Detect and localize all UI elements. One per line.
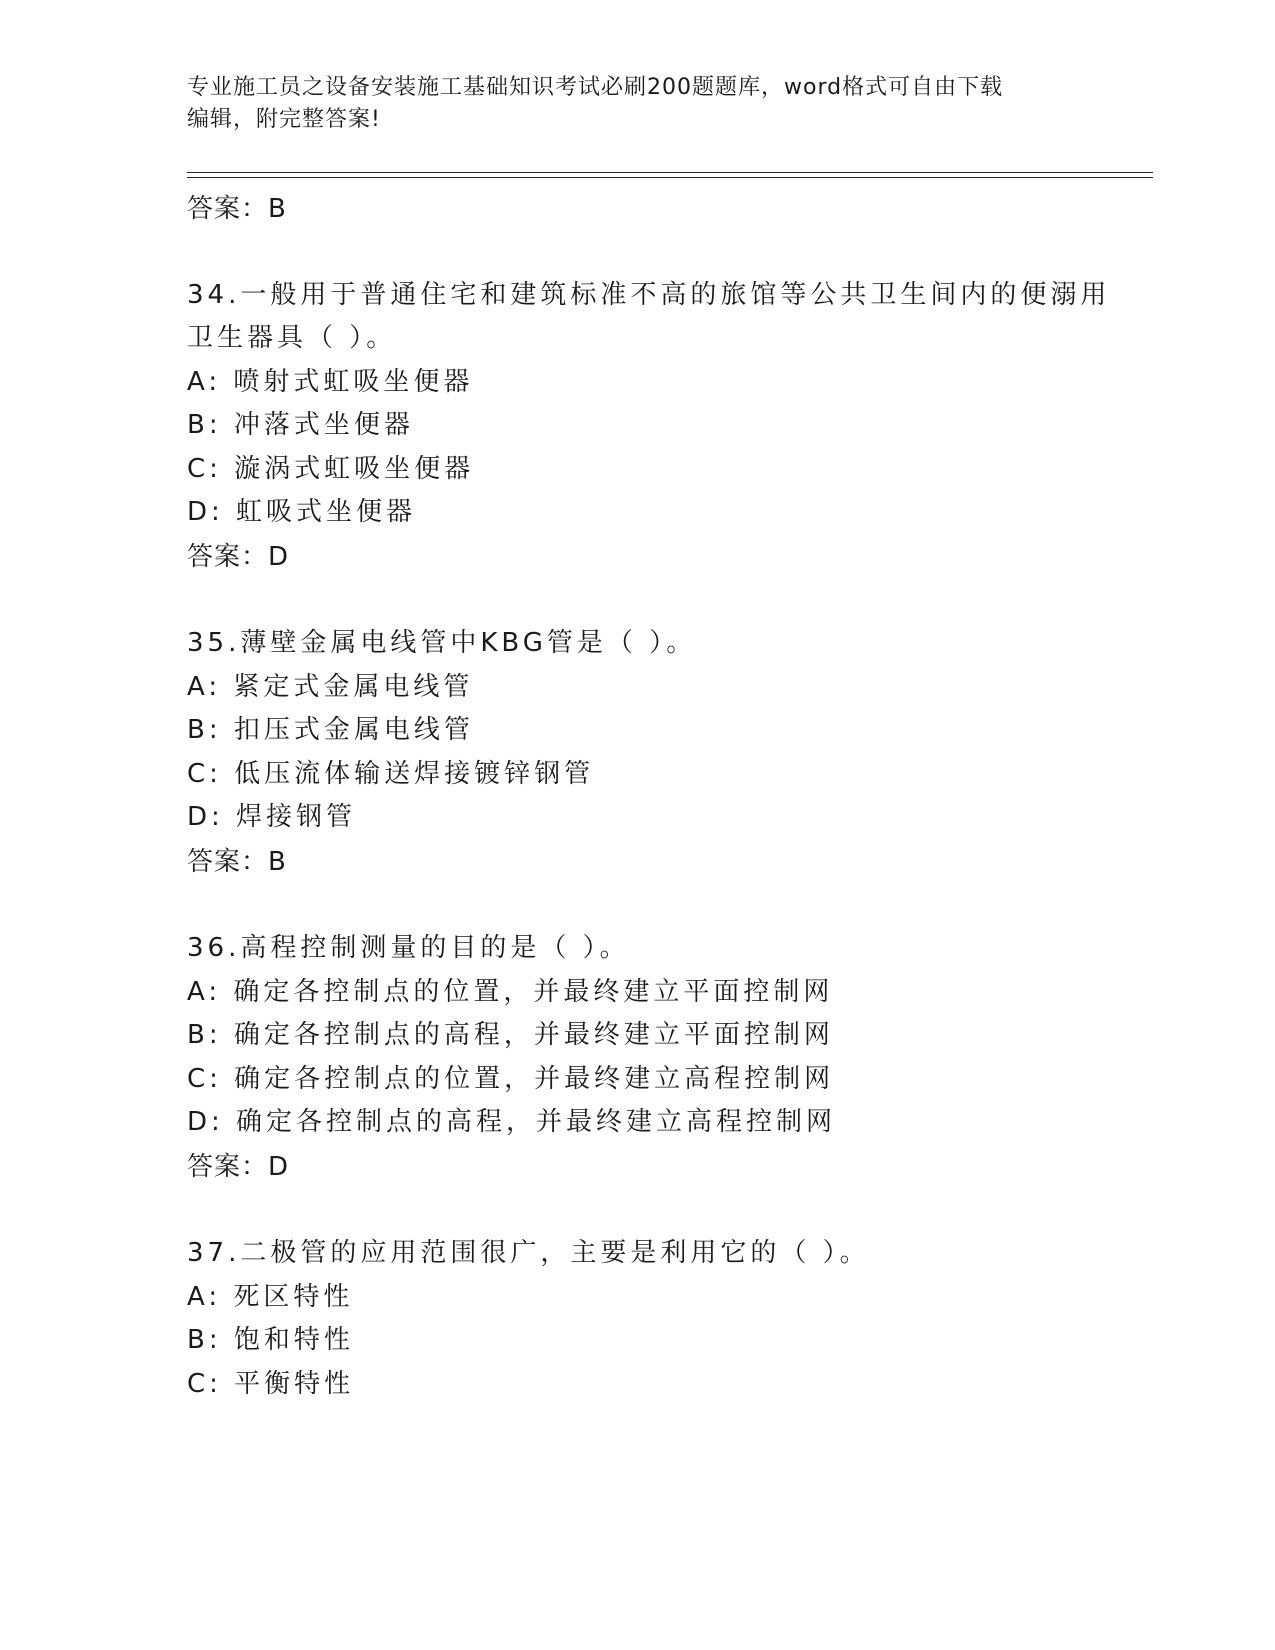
option-b: B: 饱和特性 — [187, 1325, 354, 1355]
option-d: D: 焊接钢管 — [187, 802, 357, 832]
option-c: C: 漩涡式虹吸坐便器 — [187, 454, 475, 484]
answer-label: 答案：D — [187, 542, 290, 572]
answer-label: 答案：B — [187, 194, 287, 224]
option-a: A: 确定各控制点的位置，并最终建立平面控制网 — [187, 977, 834, 1007]
header-title-line-2: 编辑，附完整答案! — [187, 107, 381, 132]
option-d: D: 虹吸式坐便器 — [187, 497, 417, 527]
answer-label: 答案：D — [187, 1152, 290, 1182]
question-stem: 35.薄壁金属电线管中KBG管是（ ）。 — [187, 628, 697, 658]
option-a: A: 死区特性 — [187, 1282, 354, 1312]
header-title-line-1: 专业施工员之设备安装施工基础知识考试必刷200题题库，word格式可自由下载 — [187, 75, 1004, 100]
option-c: C: 确定各控制点的位置，并最终建立高程控制网 — [187, 1064, 835, 1094]
option-b: B: 冲落式坐便器 — [187, 410, 414, 440]
option-a: A: 喷射式虹吸坐便器 — [187, 367, 474, 397]
option-c: C: 平衡特性 — [187, 1369, 355, 1399]
option-b: B: 扣压式金属电线管 — [187, 715, 474, 745]
option-b: B: 确定各控制点的高程，并最终建立平面控制网 — [187, 1020, 834, 1050]
question-stem-continued: 卫生器具（ ）。 — [187, 323, 397, 353]
option-a: A: 紧定式金属电线管 — [187, 672, 474, 702]
option-c: C: 低压流体输送焊接镀锌钢管 — [187, 759, 595, 789]
header-divider-top — [187, 172, 1153, 173]
header-divider-bottom — [187, 177, 1153, 178]
answer-label: 答案：B — [187, 847, 287, 877]
question-stem: 36.高程控制测量的目的是（ ）。 — [187, 933, 630, 963]
question-stem: 34.一般用于普通住宅和建筑标准不高的旅馆等公共卫生间内的便溺用 — [187, 280, 1111, 310]
question-stem: 37.二极管的应用范围很广，主要是利用它的（ ）。 — [187, 1238, 870, 1268]
option-d: D: 确定各控制点的高程，并最终建立高程控制网 — [187, 1107, 837, 1137]
